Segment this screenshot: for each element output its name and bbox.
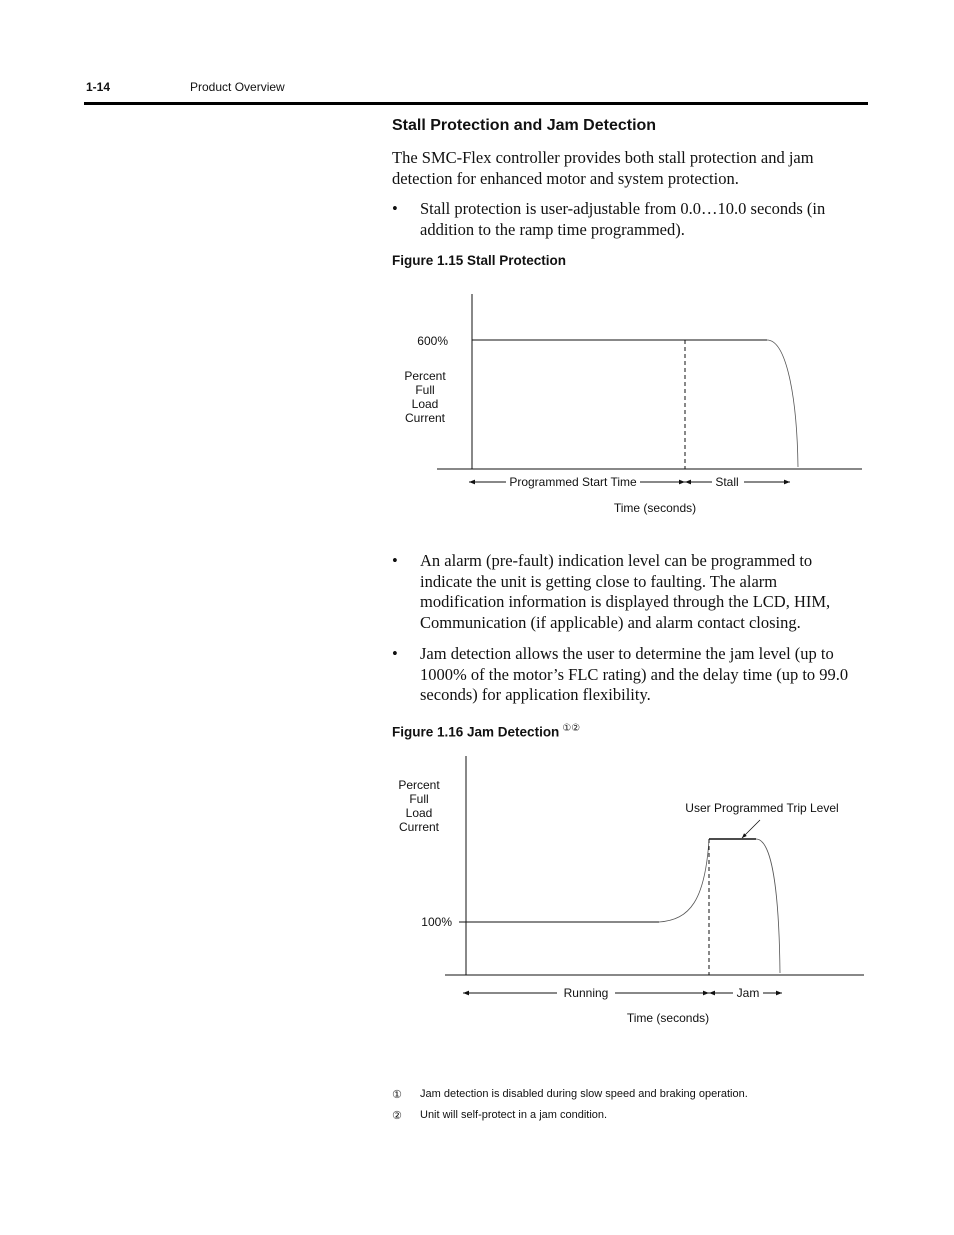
fig2-y-label-3: Load <box>405 806 433 820</box>
fig2-annotation-pointer <box>742 820 760 838</box>
fig1-y-label-3: Load <box>411 397 439 411</box>
bullet-text: Jam detection allows the user to determine the jam level (up to 1000% of the motor’s FLC rating) and the delay time (up to 99.0 seconds) for application flexibility. <box>420 644 849 704</box>
bullet-text: An alarm (pre-fault) indication level can be programmed to indicate the unit is getting close to faulting. The alarm modification information is displayed through the LCD, HIM, Communication (if applicable) and alarm contact closing. <box>420 551 831 632</box>
fig2-y-label-2: Full <box>409 792 429 806</box>
fig1-start-time-label: Programmed Start Time <box>509 475 637 489</box>
fig1-y-label-4: Current <box>404 411 446 425</box>
bullet-symbol: • <box>392 199 398 218</box>
bullet-item-alarm <box>392 551 862 635</box>
header-rule <box>84 102 868 105</box>
footnote-1 <box>392 1088 862 1104</box>
fig2-100-label: 100% <box>421 915 452 929</box>
fig2-x-axis-label: Time (seconds) <box>626 1011 710 1025</box>
fig2-trip-level-annotation: User Programmed Trip Level <box>685 801 839 815</box>
figure-2-caption-text: Figure 1.16 Jam Detection <box>392 724 560 740</box>
intro-paragraph: The SMC-Flex controller provides both stall protection and jam detection for enhanced motor and system protection. <box>392 148 814 188</box>
bullet-symbol: • <box>392 644 398 663</box>
fig2-y-label-1: Percent <box>398 778 440 792</box>
fig2-rise-curve <box>659 840 709 922</box>
figure-2-caption <box>392 723 580 740</box>
fig1-stall-label: Stall <box>715 475 739 489</box>
footnote-text: Unit will self-protect in a jam condition. <box>420 1109 608 1121</box>
fig2-y-label-4: Current <box>398 820 440 834</box>
bullet-item-stall <box>392 199 862 241</box>
page-number: 1-14 <box>86 80 111 94</box>
fig2-drop-curve <box>756 839 780 973</box>
footnote-text: Jam detection is disabled during slow speed and braking operation. <box>420 1088 748 1100</box>
fig1-x-axis-label: Time (seconds) <box>613 501 697 515</box>
bullet-symbol: • <box>392 551 398 570</box>
section-heading: Stall Protection and Jam Detection <box>392 117 657 134</box>
fig1-y-label-1: Percent <box>404 369 446 383</box>
fig1-600-label: 600% <box>417 334 448 348</box>
footnote-mark: ① <box>392 1089 402 1101</box>
footnote-2 <box>392 1109 862 1125</box>
bullet-text: Stall protection is user-adjustable from 0.0…10.0 seconds (in addition to the ramp time programmed). <box>420 199 826 239</box>
fig2-running-label: Running <box>563 986 609 1000</box>
fig1-y-label-2: Full <box>415 383 435 397</box>
footnote-mark: ② <box>392 1110 402 1122</box>
bullet-item-jam <box>392 644 862 708</box>
running-header-title: Product Overview <box>190 80 285 94</box>
fig2-jam-label: Jam <box>736 986 760 1000</box>
figure-1-caption: Figure 1.15 Stall Protection <box>392 253 567 268</box>
fig1-current-drop-curve <box>767 340 798 467</box>
figure-2-caption-notes: ①② <box>562 723 581 734</box>
